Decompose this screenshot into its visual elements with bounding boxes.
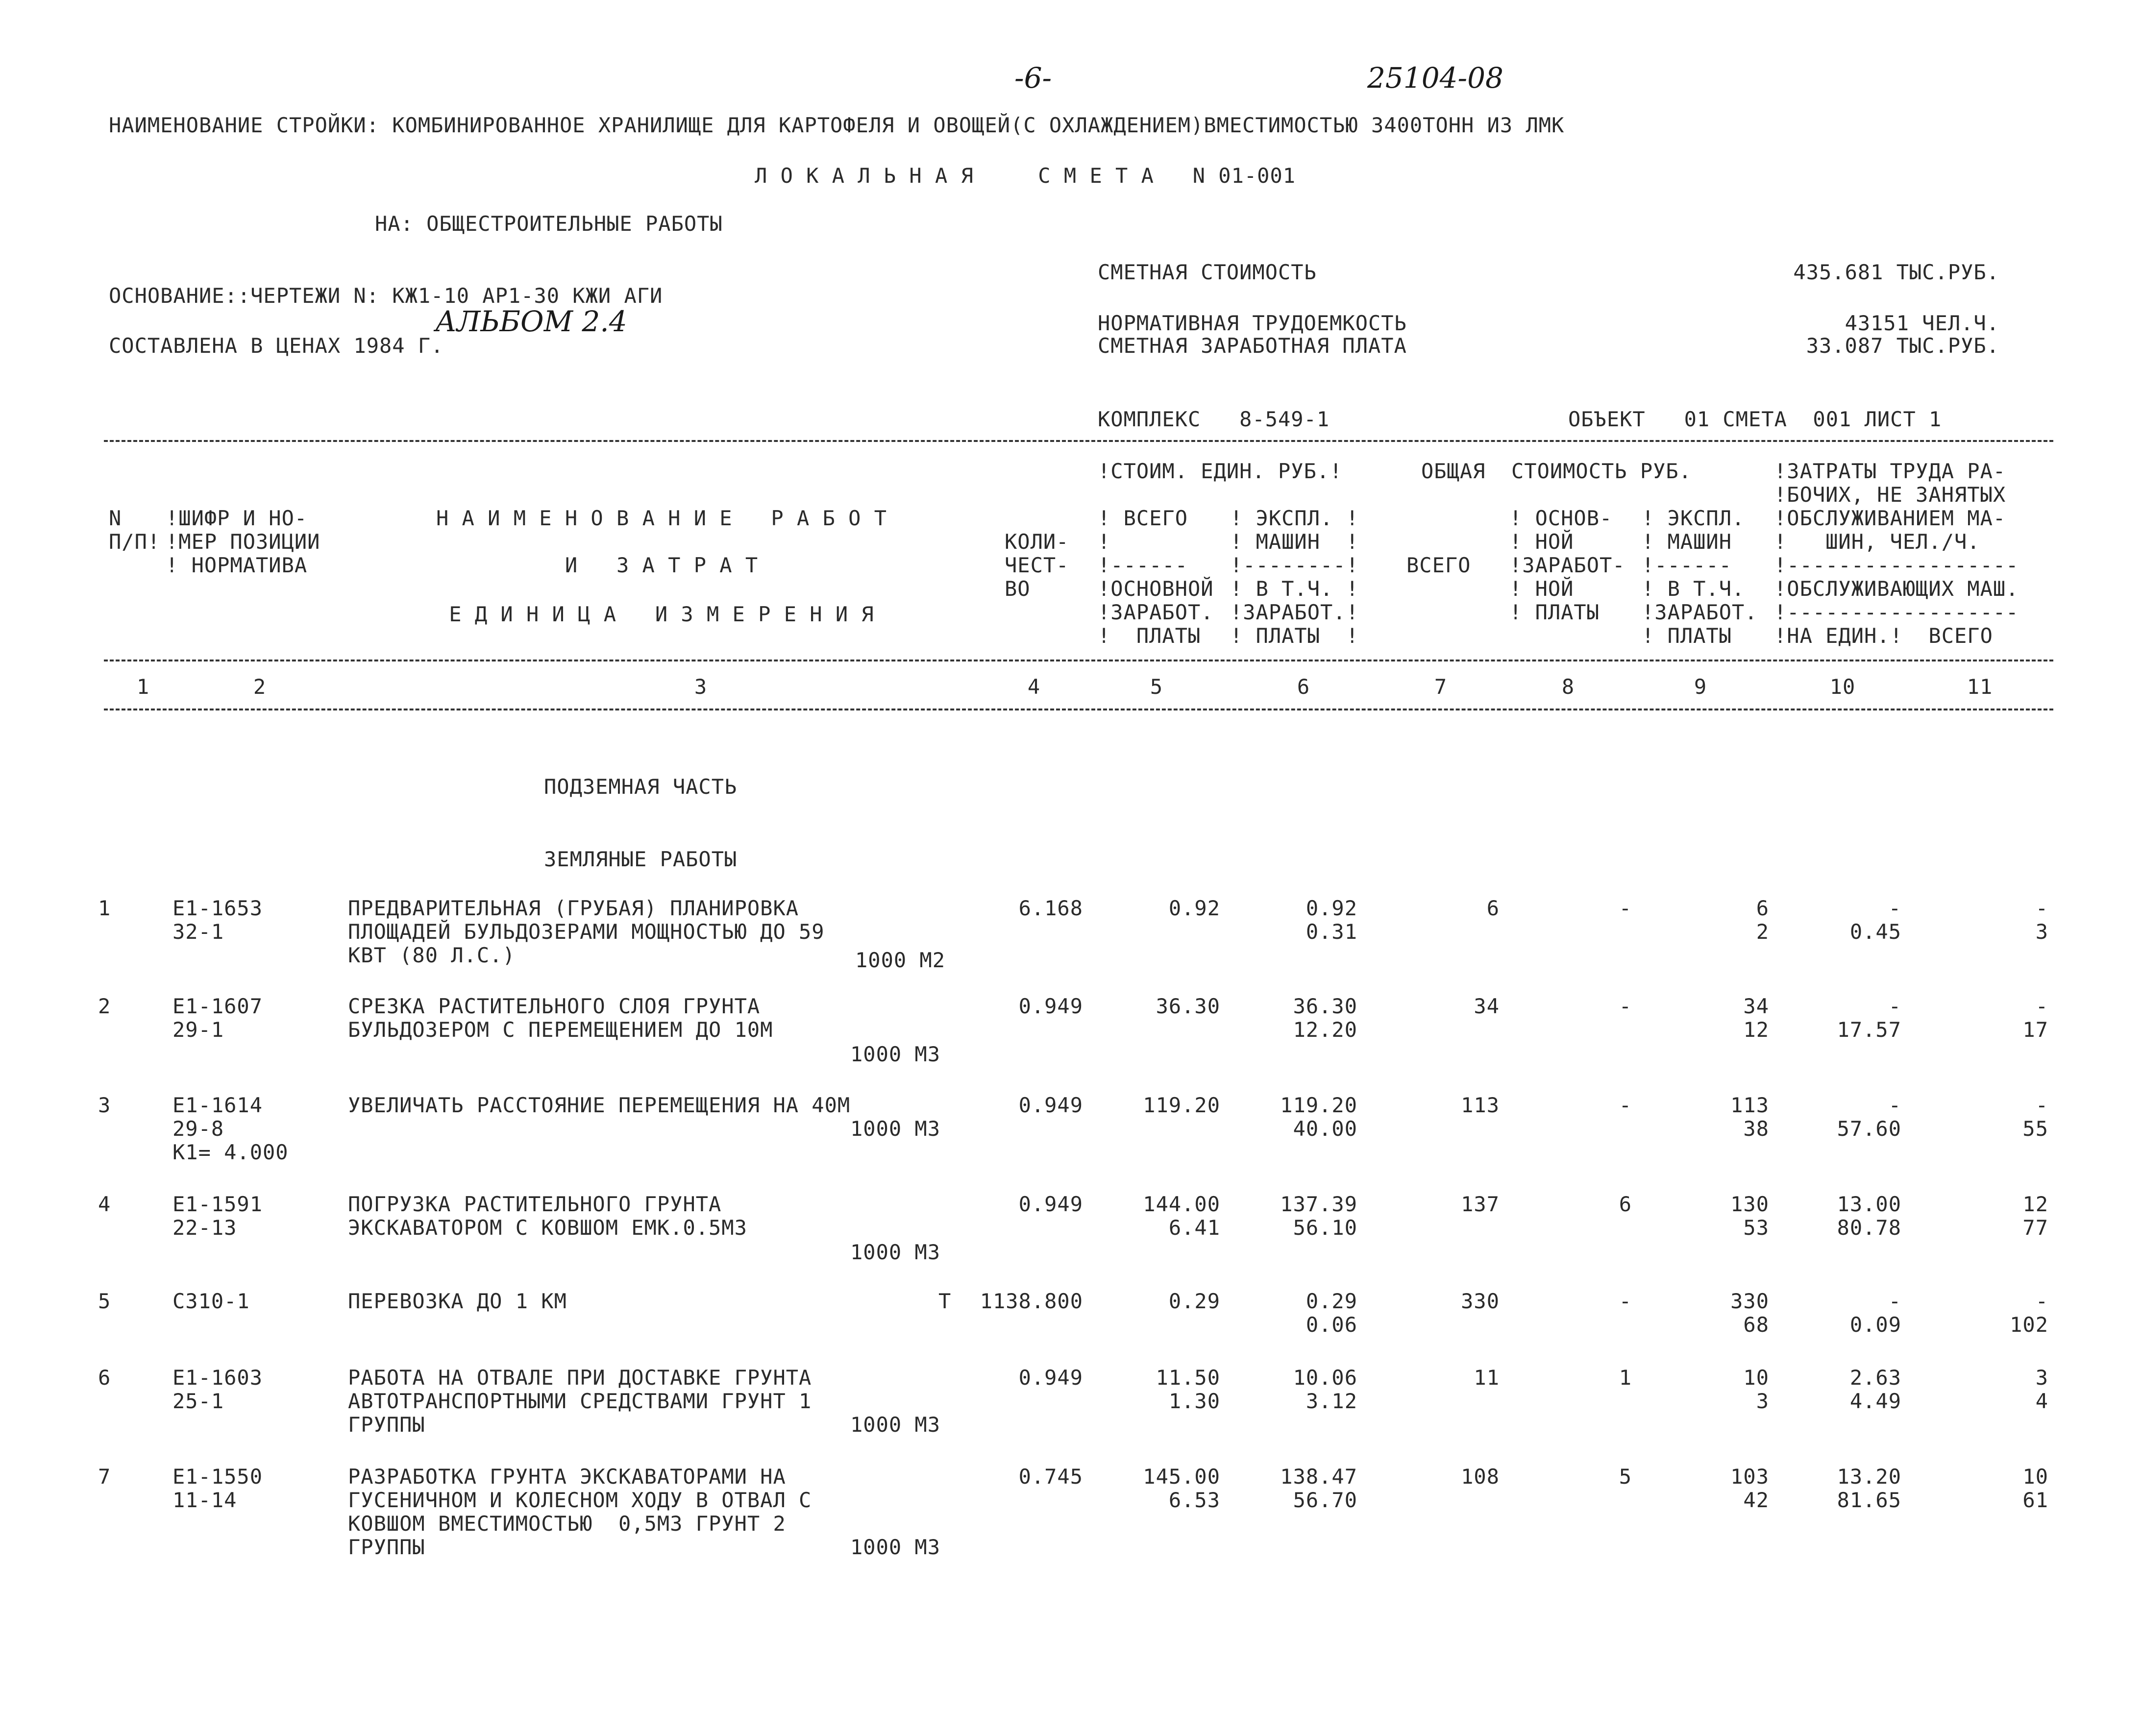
work-type: НА: ОБЩЕСТРОИТЕЛЬНЫЕ РАБОТЫ [375,212,723,236]
col-number-11: 11 [1967,675,1993,699]
header-total-cost: ОБЩАЯ СТОИМОСТЬ РУБ. [1421,459,1692,483]
price-year-line: СОСТАВЛЕНА В ЦЕНАХ 1984 Г. [109,334,444,358]
cell-qty: 6.168 [1018,896,1083,920]
summary-value-cost: 435.681 ТЫС.РУБ. [1793,260,1999,284]
cell-qty: 0.949 [1018,1093,1083,1117]
cell-c10: - 17.57 [1837,994,1901,1042]
summary-value-salary: 33.087 ТЫС.РУБ. [1806,334,1999,358]
cell-c9: 6 2 [1756,896,1769,944]
header-col2: !ШИФР И НО- !МЕР ПОЗИЦИИ ! НОРМАТИВА [166,506,320,577]
cell-c11: - 17 [2022,994,2048,1042]
cell-c6: 137.39 56.10 [1280,1192,1357,1240]
col-number-9: 9 [1694,675,1707,699]
subsection-title: ЗЕМЛЯНЫЕ РАБОТЫ [544,847,738,871]
cell-c10: 13.20 81.65 [1837,1465,1901,1512]
cell-c7: 137 [1461,1192,1500,1216]
basis-line: ОСНОВАНИЕ::ЧЕРТЕЖИ N: КЖ1-10 АР1-30 КЖИ АГИ [109,284,663,308]
cell-c6: 0.92 0.31 [1305,896,1357,944]
cell-c7: 11 [1474,1366,1500,1390]
header-col6: ! ЭКСПЛ. ! ! МАШИН ! !--------! ! В Т.Ч. ! !ЗАРАБОТ.! ! ПЛАТЫ ! [1230,506,1359,648]
col-number-1: 1 [136,675,150,699]
cell-c7: 34 [1474,994,1500,1018]
cell-c11: - 102 [2010,1289,2048,1337]
header-bottom-rule [104,709,2053,710]
cell-c7: 113 [1461,1093,1500,1117]
cell-c7: 6 [1486,896,1500,920]
header-col10-11: !ЗАТРАТЫ ТРУДА РА- !БОЧИХ, НЕ ЗАНЯТЫХ !ОБСЛУЖИВАНИЕМ МА- ! ШИН, ЧЕЛ./Ч. !------------------ !ОБСЛУЖИВАЮЩИХ МАШ. !------------------ !НА ЕДИН.! ВСЕГО [1774,459,2019,648]
cell-code: Е1-1607 29-1 [172,994,263,1042]
header-col1: N П/П! [109,506,161,554]
cell-name: ПОГРУЗКА РАСТИТЕЛЬНОГО ГРУНТА ЭКСКАВАТОРОМ С КОВШОМ ЕМК.0.5М3 [348,1192,747,1240]
cell-c9: 113 38 [1730,1093,1769,1141]
cell-c10: - 57.60 [1837,1093,1901,1141]
cell-c5: 0.29 [1168,1289,1220,1313]
cell-name: ПРЕДВАРИТЕЛЬНАЯ (ГРУБАЯ) ПЛАНИРОВКА ПЛОЩАДЕЙ БУЛЬДОЗЕРАМИ МОЩНОСТЬЮ ДО 59 КВТ (80 Л.С.) [348,896,825,967]
cell-c5: 144.00 6.41 [1143,1192,1220,1240]
cell-unit: 1000 М3 [850,1535,941,1559]
summary-label-salary: СМЕТНАЯ ЗАРАБОТНАЯ ПЛАТА [1098,334,1407,358]
page-number: -6- [1014,61,1052,95]
cell-c11: 10 61 [2022,1465,2048,1512]
cell-c9: 130 53 [1730,1192,1769,1240]
cell-c8: - [1619,1289,1632,1313]
col-number-8: 8 [1561,675,1575,699]
cell-code: Е1-1591 22-13 [172,1192,263,1240]
cell-name: РАЗРАБОТКА ГРУНТА ЭКСКАВАТОРАМИ НА ГУСЕНИЧНОМ И КОЛЕСНОМ ХОДУ В ОТВАЛ С КОВШОМ ВМЕСТИМОСТЬЮ 0,5М3 ГРУНТ 2 ГРУППЫ [348,1465,812,1559]
cell-c9: 103 42 [1730,1465,1769,1512]
header-top-rule [104,440,2053,442]
header-mid-rule [104,660,2053,661]
cell-c5: 0.92 [1168,896,1220,920]
col-number-10: 10 [1829,675,1856,699]
header-col3-c: Е Д И Н И Ц А И З М Е Р Е Н И Я [449,602,874,626]
cell-name: РАБОТА НА ОТВАЛЕ ПРИ ДОСТАВКЕ ГРУНТА АВТОТРАНСПОРТНЫМИ СРЕДСТВАМИ ГРУНТ 1 ГРУППЫ [348,1366,812,1437]
header-col4: КОЛИ- ЧЕСТ- ВО [1005,530,1069,601]
col-number-4: 4 [1027,675,1041,699]
cell-c6: 10.06 3.12 [1293,1366,1357,1413]
cell-c5: 145.00 6.53 [1143,1465,1220,1512]
cell-n: 7 [98,1465,111,1489]
cell-c11: 12 77 [2022,1192,2048,1240]
cell-code: Е1-1550 11-14 [172,1465,263,1512]
cell-n: 3 [98,1093,111,1117]
summary-label-labor: НОРМАТИВНАЯ ТРУДОЕМКОСТЬ [1098,311,1407,335]
object-line: ОБЪЕКТ 01 СМЕТА 001 ЛИСТ 1 [1568,407,1942,431]
document-code: 25104-08 [1367,61,1503,95]
cell-unit: 1000 М3 [850,1042,941,1066]
cell-c10: 13.00 80.78 [1837,1192,1901,1240]
header-col3-b: И З А Т Р А Т [565,553,759,577]
cell-name: ПЕРЕВОЗКА ДО 1 КМ [348,1289,567,1313]
cell-code: Е1-1614 29-8 К1= 4.000 [172,1093,289,1164]
header-col3-a: Н А И М Е Н О В А Н И Е Р А Б О Т [436,506,887,530]
header-col5: ! ВСЕГО ! !------ !ОСНОВНОЙ !ЗАРАБОТ. ! ПЛАТЫ [1098,506,1214,648]
cell-c9: 330 68 [1730,1289,1769,1337]
cell-code: С310-1 [172,1289,250,1313]
cell-n: 5 [98,1289,111,1313]
col-number-6: 6 [1297,675,1310,699]
header-col7: ВСЕГО [1406,553,1471,577]
cell-c11: 3 4 [2035,1366,2048,1413]
col-number-2: 2 [253,675,267,699]
summary-value-labor: 43151 ЧЕЛ.Ч. [1845,311,1999,335]
cell-unit: 1000 М3 [850,1117,941,1141]
cell-name: СРЕЗКА РАСТИТЕЛЬНОГО СЛОЯ ГРУНТА БУЛЬДОЗЕРОМ С ПЕРЕМЕЩЕНИЕМ ДО 10М [348,994,773,1042]
summary-label-cost: СМЕТНАЯ СТОИМОСТЬ [1098,260,1317,284]
section-title: ПОДЗЕМНАЯ ЧАСТЬ [544,775,738,799]
cell-n: 4 [98,1192,111,1216]
header-unit-cost: !СТОИМ. ЕДИН. РУБ.! [1098,459,1343,483]
cell-c9: 34 12 [1743,994,1769,1042]
cell-c8: - [1619,1093,1632,1117]
construction-title: НАИМЕНОВАНИЕ СТРОЙКИ: КОМБИНИРОВАННОЕ ХРАНИЛИЩЕ ДЛЯ КАРТОФЕЛЯ И ОВОЩЕЙ(С ОХЛАЖДЕНИЕМ)ВМЕСТИМОСТЬЮ 3400ТОНН ИЗ ЛМК [109,113,1565,137]
cell-unit: Т [938,1289,952,1313]
cell-code: Е1-1603 25-1 [172,1366,263,1413]
cell-c8: 1 [1619,1366,1632,1390]
cell-c7: 330 [1461,1289,1500,1313]
cell-c5: 36.30 [1156,994,1220,1018]
cell-c10: - 0.45 [1849,896,1901,944]
header-col9: ! ЭКСПЛ. ! МАШИН !------ ! В Т.Ч. !ЗАРАБОТ. ! ПЛАТЫ [1642,506,1758,648]
cell-qty: 0.745 [1018,1465,1083,1489]
cell-c6: 0.29 0.06 [1305,1289,1357,1337]
cell-c5: 119.20 [1143,1093,1220,1117]
cell-c8: 5 [1619,1465,1632,1489]
col-number-3: 3 [694,675,708,699]
col-number-7: 7 [1434,675,1448,699]
cell-c6: 36.30 12.20 [1293,994,1357,1042]
cell-c6: 119.20 40.00 [1280,1093,1357,1141]
cell-qty: 0.949 [1018,1192,1083,1216]
album-note: АЛЬБОМ 2.4 [435,305,627,338]
cell-c8: - [1619,994,1632,1018]
header-col8: ! ОСНОВ- ! НОЙ !ЗАРАБОТ- ! НОЙ ! ПЛАТЫ [1509,506,1625,624]
cell-n: 6 [98,1366,111,1390]
cell-n: 2 [98,994,111,1018]
cell-unit: 1000 М3 [850,1240,941,1264]
cell-code: Е1-1653 32-1 [172,896,263,944]
cell-c10: 2.63 4.49 [1849,1366,1901,1413]
cell-c5: 11.50 1.30 [1156,1366,1220,1413]
cell-c8: - [1619,896,1632,920]
cell-c8: 6 [1619,1192,1632,1216]
cell-c11: - 3 [2035,896,2048,944]
cell-unit: 1000 М3 [850,1413,941,1437]
cell-c7: 108 [1461,1465,1500,1489]
cell-unit: 1000 М2 [855,948,946,972]
cell-c6: 138.47 56.70 [1280,1465,1357,1512]
cell-c11: - 55 [2022,1093,2048,1141]
cell-c10: - 0.09 [1849,1289,1901,1337]
cell-c9: 10 3 [1743,1366,1769,1413]
cell-qty: 1138.800 [980,1289,1083,1313]
cell-n: 1 [98,896,111,920]
cell-qty: 0.949 [1018,994,1083,1018]
complex-line: КОМПЛЕКС 8-549-1 [1098,407,1330,431]
cell-name: УВЕЛИЧАТЬ РАССТОЯНИЕ ПЕРЕМЕЩЕНИЯ НА 40М [348,1093,851,1117]
cell-qty: 0.949 [1018,1366,1083,1390]
estimate-title: Л О К А Л Ь Н А Я С М Е Т А N 01-001 [755,164,1296,188]
col-number-5: 5 [1150,675,1163,699]
